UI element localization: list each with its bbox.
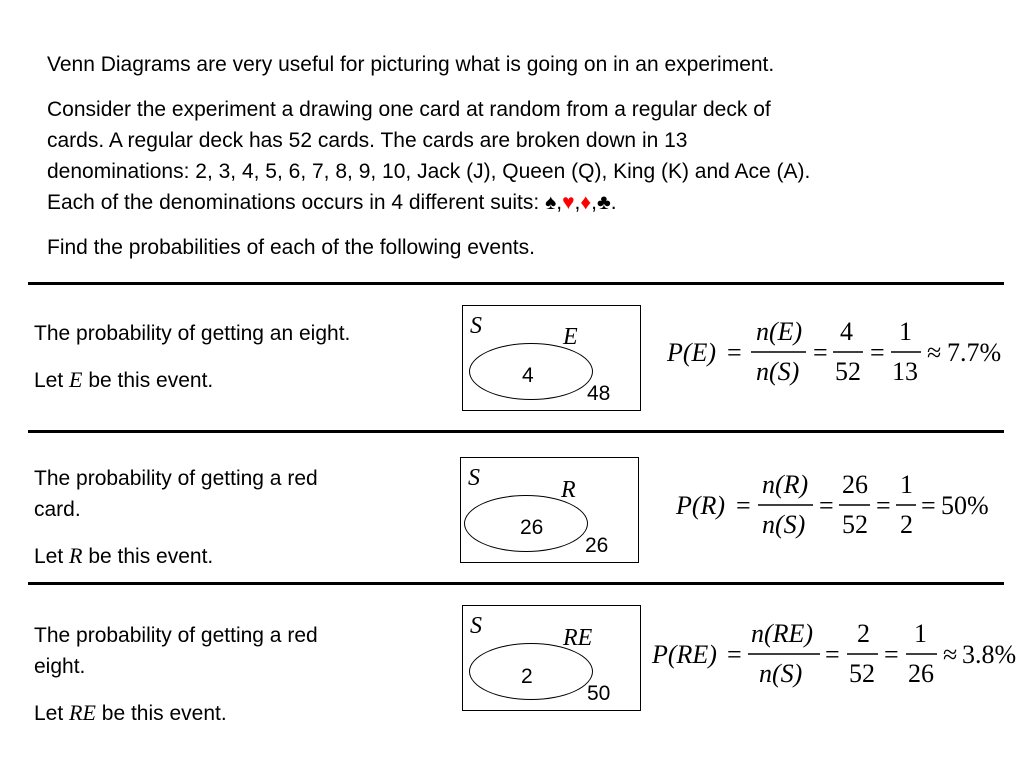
outside-count: 50	[587, 682, 611, 705]
fraction-numerator: 2	[857, 619, 870, 648]
formula-denominator: n(S)	[762, 510, 806, 539]
problem-let-line	[34, 540, 318, 572]
separator: ,	[574, 191, 581, 214]
intro-line: Venn Diagrams are very useful for picturing what is going on in an experiment.	[47, 53, 775, 76]
let-prefix: Let	[34, 369, 64, 392]
equals-sign: =	[819, 491, 834, 520]
equals-sign: =	[876, 491, 891, 520]
equals-sign: =	[921, 491, 936, 520]
simplified-numerator: 1	[900, 470, 913, 499]
section-divider	[28, 282, 1004, 285]
simplified-numerator: 1	[899, 317, 912, 346]
inside-count: 4	[522, 364, 534, 387]
diamond-icon: ♦	[580, 191, 592, 214]
separator: ,	[591, 191, 597, 214]
formula-denominator: n(S)	[756, 357, 800, 386]
problem-3-text	[34, 620, 318, 729]
equals-sign: =	[884, 640, 899, 669]
formula-numerator: n(RE)	[751, 619, 814, 648]
event-symbol: RE	[69, 700, 96, 725]
let-prefix: Let	[34, 545, 64, 568]
formula-lhs: P(RE)	[652, 640, 717, 669]
let-suffix: be this event.	[88, 369, 214, 392]
problem-question	[34, 463, 318, 525]
instruction: Find the probabilities of each of the following events.	[47, 236, 535, 259]
simplified-denominator: 13	[892, 357, 918, 386]
equals-sign: =	[727, 640, 742, 669]
approx-sign: ≈	[927, 338, 942, 367]
problem-1-text	[34, 318, 350, 396]
question-line: The probability of getting a red	[34, 467, 318, 490]
fraction-numerator: 26	[842, 470, 868, 499]
event-label: R	[561, 477, 576, 503]
sample-space-label: S	[470, 313, 482, 339]
question-line: card.	[34, 498, 81, 521]
simplified-numerator: 1	[914, 619, 927, 648]
simplified-denominator: 2	[900, 510, 913, 539]
equals-sign: =	[727, 338, 742, 367]
let-prefix: Let	[34, 702, 64, 725]
event-label: E	[563, 324, 578, 350]
formula-numerator: n(E)	[756, 317, 803, 346]
equals-sign: =	[813, 338, 828, 367]
formula-denominator: n(S)	[759, 659, 803, 688]
inside-count: 26	[520, 516, 544, 539]
probability-formula	[650, 616, 1020, 701]
formula-lhs: P(R)	[676, 491, 726, 520]
venn-diagram	[460, 457, 639, 563]
problem-question: The probability of getting an eight.	[34, 322, 351, 345]
sample-space-label: S	[468, 465, 480, 491]
separator: ,	[556, 191, 563, 214]
heart-icon: ♥	[562, 191, 575, 214]
fraction-denominator: 52	[842, 510, 868, 539]
formula-numerator: n(R)	[762, 470, 809, 499]
sample-space-label: S	[470, 613, 482, 639]
question-line: The probability of getting a red	[34, 624, 318, 647]
venn-diagram	[462, 305, 641, 411]
event-symbol: E	[69, 367, 83, 392]
problem-question	[34, 620, 318, 682]
problem-let-line	[34, 364, 350, 396]
problem-2-text	[34, 463, 318, 572]
inside-count: 2	[521, 665, 533, 688]
intro-paragraph	[47, 94, 1007, 218]
formula-result: 7.7%	[947, 338, 1002, 367]
event-symbol: R	[69, 543, 83, 568]
intro-line: denominations: 2, 3, 4, 5, 6, 7, 8, 9, 10, Jack (J), Queen (Q), King (K) and Ace (A).	[47, 160, 811, 183]
equals-sign: =	[870, 338, 885, 367]
club-icon: ♣	[596, 191, 611, 214]
probability-formula	[665, 314, 1015, 399]
section-divider	[28, 582, 1004, 585]
intro-line: Consider the experiment a drawing one card at random from a regular deck of	[47, 98, 771, 121]
intro-line: cards. A regular deck has 52 cards. The cards are broken down in 13	[47, 129, 688, 152]
section-divider	[28, 430, 1004, 433]
approx-sign: ≈	[943, 640, 958, 669]
outside-count: 48	[587, 382, 611, 405]
equals-sign: =	[736, 491, 751, 520]
let-suffix: be this event.	[101, 702, 227, 725]
fraction-denominator: 52	[835, 357, 861, 386]
simplified-denominator: 26	[908, 659, 934, 688]
intro-line: Each of the denominations occurs in 4 different suits:	[47, 191, 540, 214]
formula-result: 50%	[941, 491, 989, 520]
outside-count: 26	[585, 534, 609, 557]
probability-formula	[674, 467, 1004, 552]
let-suffix: be this event.	[88, 545, 214, 568]
fraction-denominator: 52	[849, 659, 875, 688]
separator: .	[610, 191, 617, 214]
event-label: RE	[563, 625, 593, 651]
problem-let-line	[34, 697, 318, 729]
formula-lhs: P(E)	[667, 338, 717, 367]
question-line: eight.	[34, 655, 86, 678]
venn-diagram	[462, 605, 641, 711]
intro-text	[47, 49, 1007, 263]
fraction-numerator: 4	[840, 317, 853, 346]
equals-sign: =	[825, 640, 840, 669]
formula-result: 3.8%	[962, 640, 1017, 669]
spade-icon: ♠	[545, 191, 557, 214]
